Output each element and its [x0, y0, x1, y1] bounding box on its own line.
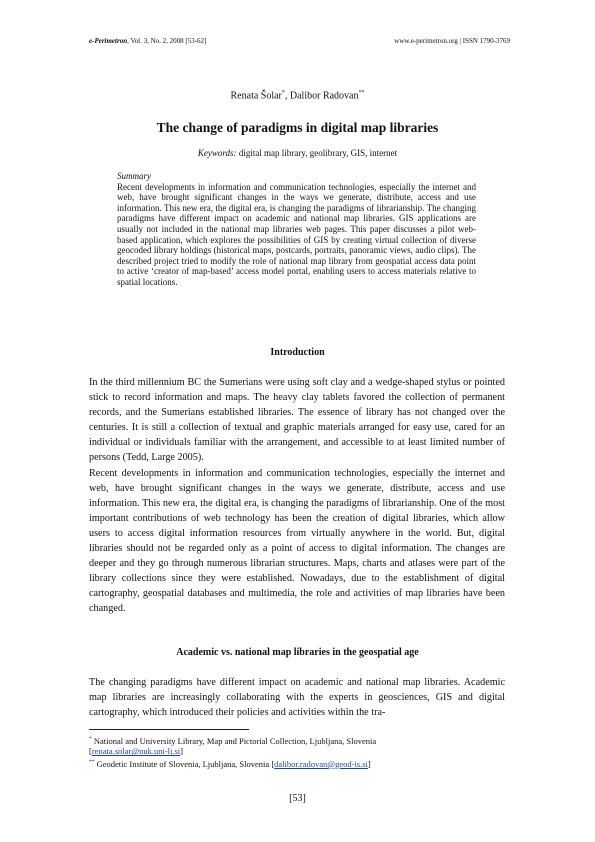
journal-issue: , Vol. 3, No. 2, 2008 [53-62]: [127, 37, 207, 45]
paper-title: The change of paradigms in digital map libraries: [156, 120, 439, 135]
footnotes: [89, 734, 505, 769]
author-1: Renata Šolar: [230, 90, 282, 102]
abstract-text: Recent developments in information and communication technologies, especially the internet and web, have brought significant changes in the ways we generate, distribute, access and use information. This new era, the digital era, is changing the paradigms of librarianship. The changing paradigms have different impact on academic and national map libraries. GIS applications are usually not included in the national map libraries web pages. This paper discusses a pilot web-based application, which explores the possibilities of GIS by creating virtual collection of diverse geocoded library holdings (historical maps, postcards, portraits, panoramic views, audio clips). The described project tried to modify the role of national map library from geospatial access data point to active ‘creator of map-based’ access model portal, enabling users to access materials relative to spatial locations.: [117, 181, 476, 287]
footnote-1: * National and University Library, Map and Pictorial Collection, Ljubljana, Slovenia [renata.solar@nuk.uni-lj.si]: [89, 735, 377, 757]
footnote-2-email-link[interactable]: dalibor.radovan@geod-is.si: [274, 758, 368, 769]
introduction-paragraph-1: In the third millennium BC the Sumerians were using soft clay and a wedge-shaped stylus or pointed stick to record information and maps. The heavy clay tablets favored the collection of permanent records, and the Sumerians established libraries. The essence of library has not changed over the centuries. It is still a collection of textual and graphic materials arranged for easy use, cared for an individual or individuals familiar with the arrangement, and accessible to at least limited number of persons (Tedd, Large 2005).: [89, 377, 505, 464]
keywords-line: [0, 148, 595, 158]
academic-paragraph-1: The changing paradigms have different impact on academic and national map libraries. Academic map libraries are increasingly collaborating with the experts in geosciences, GIS and digital cartography, which introduced their policies and activities within the tra-: [89, 677, 505, 719]
abstract-block: [117, 171, 476, 288]
footnote-divider: [89, 729, 249, 730]
running-header-right: www.e-perimetron.org | ISSN 1790-3769: [394, 37, 510, 45]
author-2-footnote-mark: **: [358, 90, 365, 96]
introduction-body: [89, 375, 505, 617]
journal-name: e-Perimetron: [89, 37, 128, 45]
footnote-1-email-link[interactable]: renata.solar@nuk.uni-lj.si: [91, 746, 181, 757]
introduction-paragraph-2: Recent developments in information and communication technologies, especially the internet and web, have brought significant changes in the ways we generate, distribute, access and use information. This new era, the digital era, is changing the paradigms of librarianship. One of the most important contributions of web technology has been the creation of digital libraries, which allow users to access digital information resources from virtually anywhere in the world. But, digital libraries should not be regarded only as a point of access to digital information. The changes are deeper and they go through numerous librarian structures. Maps, charts and atlases were part of the library collections since they were established. Nowadays, due to the establishment of digital cartography, geospatial databases and multimedia, the role and activities of map libraries have been changed.: [89, 467, 505, 615]
keywords-text: digital map library, geolibrary, GIS, internet: [236, 148, 398, 158]
author-1-footnote-mark: *: [281, 90, 285, 96]
keywords-label: Keywords:: [197, 148, 237, 158]
running-header-left: [89, 37, 206, 45]
academic-body: [89, 675, 505, 720]
section-heading-introduction: Introduction: [270, 347, 325, 358]
author-2: Dalibor Radovan: [289, 90, 359, 102]
author-line: Renata Šolar*, Dalibor Radovan**: [230, 90, 365, 102]
section-heading-academic: Academic vs. national map libraries in the geospatial age: [176, 647, 419, 658]
page-number: [53]: [289, 793, 306, 804]
abstract-heading: Summary: [117, 171, 151, 181]
footnote-2: ** Geodetic Institute of Slovenia, Ljubljana, Slovenia [dalibor.radovan@geod-is.si]: [89, 758, 371, 769]
